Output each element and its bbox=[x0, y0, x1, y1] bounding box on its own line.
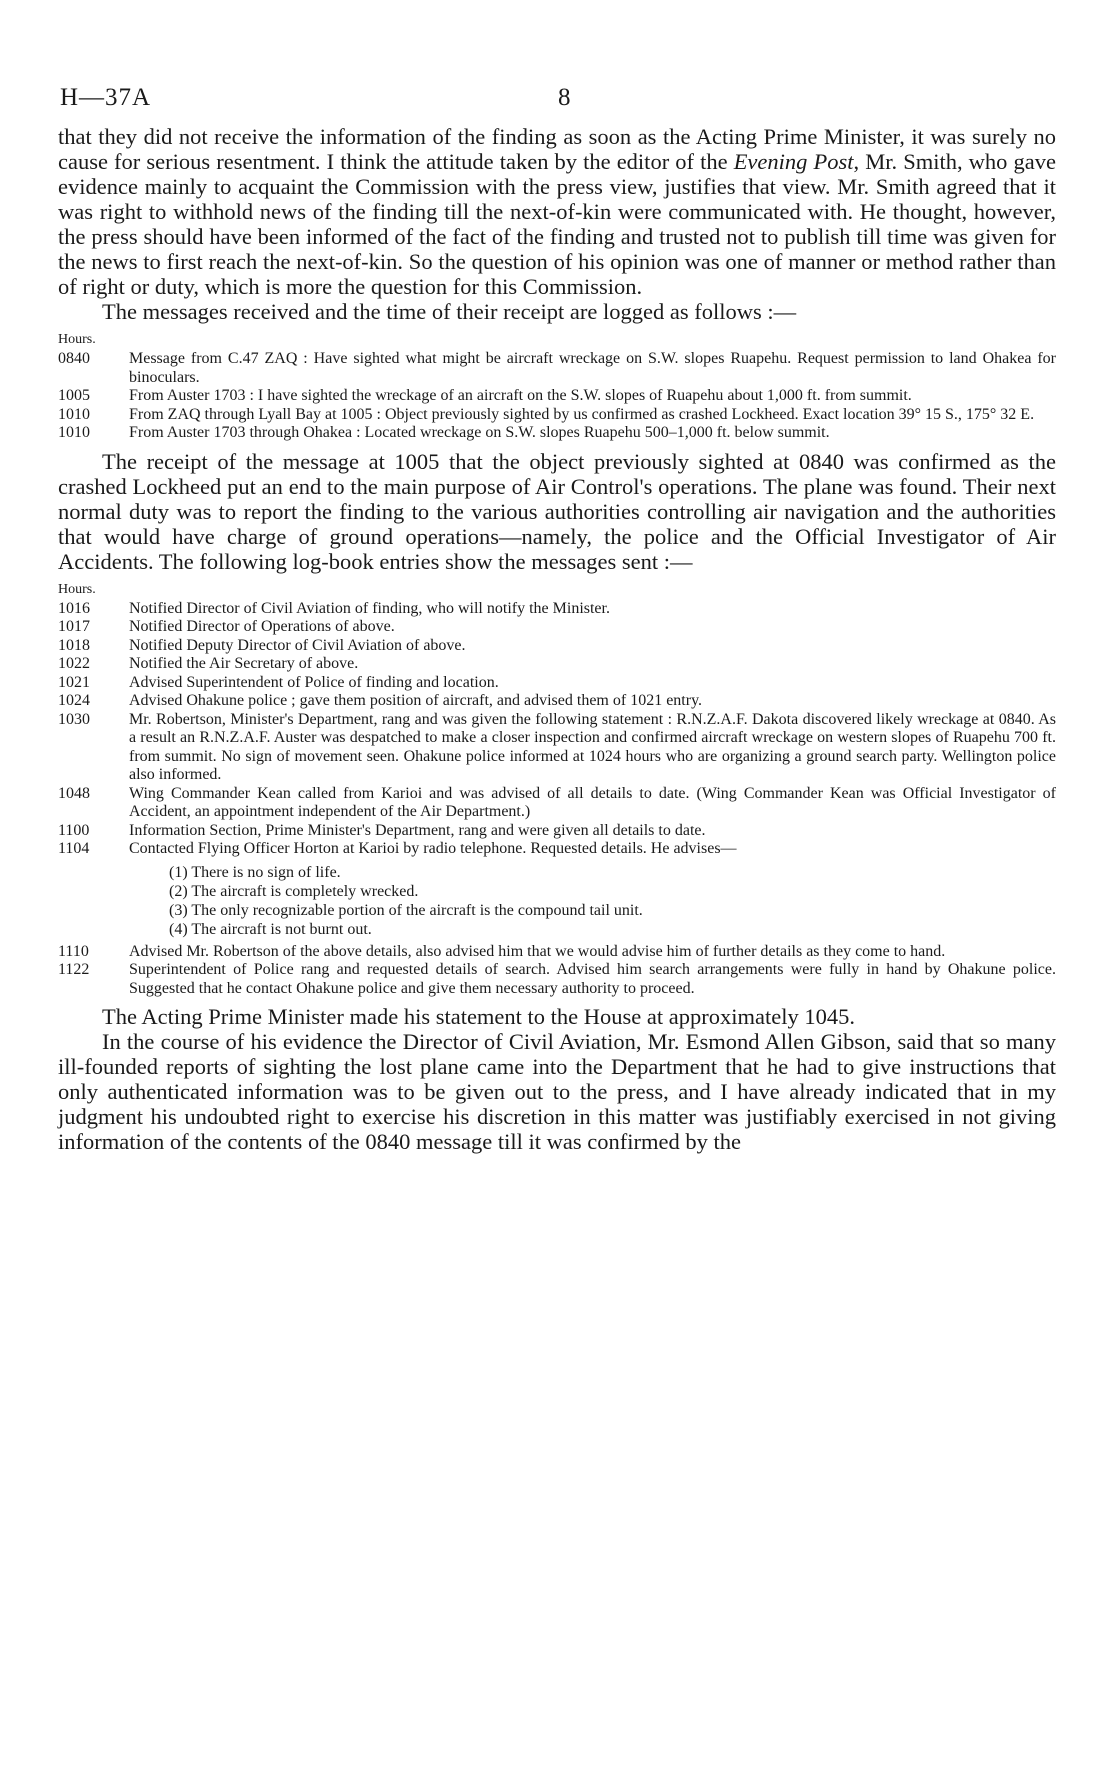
log-hour: 1030 bbox=[58, 710, 90, 728]
log-text: Contacted Flying Officer Horton at Karioi by radio telephone. Requested details. He advises— bbox=[129, 840, 737, 857]
log-text: Advised Mr. Robertson of the above details, also advised him that we would advise him of further details as they come to hand. bbox=[129, 942, 946, 960]
log-entry bbox=[58, 387, 1056, 406]
log-hour: 0840 bbox=[58, 350, 90, 367]
log-entry bbox=[58, 711, 1056, 785]
log-hour: 1110 bbox=[58, 942, 89, 960]
log-text: Notified Deputy Director of Civil Aviation of above. bbox=[129, 636, 466, 654]
log-entry bbox=[58, 943, 1056, 962]
log-hour: 1017 bbox=[58, 618, 90, 635]
log-text: Superintendent of Police rang and requested details of search. Advised him search arrangements were fully in hand by Ohakune police. Suggested that he contact Ohakune police and give them necessary authority to proceed. bbox=[129, 961, 1056, 997]
log-hour: 1104 bbox=[58, 840, 90, 857]
list-item: (2) The aircraft is completely wrecked. bbox=[169, 882, 419, 900]
log-hour: 1010 bbox=[58, 405, 90, 423]
sent-messages-log bbox=[58, 582, 1056, 999]
log-text: Advised Superintendent of Police of finding and location. bbox=[129, 673, 499, 691]
log-heading: Hours. bbox=[58, 332, 96, 347]
log-text: Wing Commander Kean called from Karioi and was advised of all details to date. (Wing Commander Kean was Official Investigator of Accident, an appointment independent of the Air Department.) bbox=[129, 784, 1056, 820]
receipt-paragraph: The receipt of the message at 1005 that the object previously sighted at 0840 was confirmed as the crashed Lockheed put an end to the main purpose of Air Control's operations. The plane was found. Their next normal duty was to report the finding to the various authorities controlling air navigation and the authorities that would have charge of ground operations—namely, the police and the Official Investigator of Air Accidents. The following log-book entries show the messages sent :— bbox=[58, 448, 1056, 574]
log-hour: 1100 bbox=[58, 821, 90, 839]
log-text: Notified Director of Operations of above. bbox=[129, 618, 395, 635]
log-hour: 1018 bbox=[58, 636, 90, 654]
log-text: From ZAQ through Lyall Bay at 1005 : Object previously sighted by us confirmed as crashed Lockheed. Exact location 39° 15 S., 175° 32 E. bbox=[129, 405, 1035, 423]
received-messages-log bbox=[58, 332, 1056, 443]
log-hour: 1122 bbox=[58, 961, 90, 978]
log-text: Advised Ohakune police ; gave them position of aircraft, and advised them of 1021 entry. bbox=[129, 692, 703, 709]
horton-findings-list bbox=[98, 863, 1056, 939]
log-entry bbox=[58, 961, 1056, 998]
log-hour: 1016 bbox=[58, 599, 90, 617]
log-entry bbox=[58, 350, 1056, 387]
newspaper-title: Evening Post bbox=[733, 149, 854, 174]
log-entry bbox=[58, 822, 1056, 841]
log-entry bbox=[58, 785, 1056, 822]
intro-text-start: that they did not receive the information of the finding as soon as the Acting Prime Minister, it was surely no cause for serious resentment. I think the attitude taken by the editor of the bbox=[58, 124, 1056, 174]
page-number: 8 bbox=[558, 84, 571, 111]
log-text: From Auster 1703 : I have sighted the wreckage of an aircraft on the S.W. slopes of Ruapehu about 1,000 ft. from summit. bbox=[129, 387, 912, 404]
log-text: Notified the Air Secretary of above. bbox=[129, 655, 359, 672]
log-entry bbox=[58, 840, 1056, 859]
log-entry bbox=[58, 618, 1056, 637]
log-text: From Auster 1703 through Ohakea : Located wreckage on S.W. slopes Ruapehu 500–1,000 ft. below summit. bbox=[129, 424, 830, 441]
log-text: Message from C.47 ZAQ : Have sighted what might be aircraft wreckage on S.W. slopes Ruapehu. Request permission to land Ohakea for binoculars. bbox=[129, 350, 1056, 386]
log-entry bbox=[58, 655, 1056, 674]
messages-intro: The messages received and the time of their receipt are logged as follows :— bbox=[102, 299, 797, 324]
document-reference: H—37A bbox=[60, 84, 152, 111]
intro-paragraph bbox=[58, 124, 1056, 299]
page-header bbox=[58, 64, 1056, 124]
log-hour: 1024 bbox=[58, 692, 90, 709]
log-hour: 1022 bbox=[58, 655, 90, 672]
log-hour: 1021 bbox=[58, 673, 90, 691]
statement-paragraph: The Acting Prime Minister made his statement to the House at approximately 1045. bbox=[102, 1004, 855, 1029]
list-item: (4) The aircraft is not burnt out. bbox=[169, 920, 372, 938]
log-hour: 1010 bbox=[58, 424, 90, 441]
final-paragraph: In the course of his evidence the Director of Civil Aviation, Mr. Esmond Allen Gibson, said that so many ill-founded reports of sighting the lost plane came into the Department that he had to give instructions that only authenticated information was to be given out to the press, and I have already indicated that in my judgment his undoubted right to exercise his discretion in this matter was justifiably exercised in not giving information of the contents of the 0840 message till it was confirmed by the bbox=[58, 1029, 1056, 1154]
log-hour: 1005 bbox=[58, 387, 90, 404]
intro-text-end: , Mr. Smith, who gave evidence mainly to acquaint the Commission with the press view, justifies that view. Mr. Smith agreed that it was right to withhold news of the finding till the next-of-kin were communicated with. He thought, however, the press should have been informed of the fact of the finding and trusted not to publish till time was given for the news to first reach the next-of-kin. So the question of his opinion was one of manner or method rather than of right or duty, which is more the question for this Commission. bbox=[58, 149, 1056, 299]
log-heading: Hours. bbox=[58, 581, 96, 597]
log-text: Notified Director of Civil Aviation of finding, who will notify the Minister. bbox=[129, 599, 610, 617]
log-hour: 1048 bbox=[58, 784, 90, 802]
log-entry bbox=[58, 637, 1056, 656]
log-entry bbox=[58, 674, 1056, 693]
log-entry bbox=[58, 406, 1056, 425]
log-entry bbox=[58, 692, 1056, 711]
log-text: Mr. Robertson, Minister's Department, rang and was given the following statement : R.N.Z.A.F. Dakota discovered likely wreckage at 0840. As a result an R.N.Z.A.F. Auster was despatched to make a closer inspection and confirmed aircraft wreckage on western slopes of Ruapehu 700 ft. from summit. No sign of movement seen. Ohakune police informed at 1024 hours who are organizing a ground search party. Wellington police also informed. bbox=[129, 710, 1056, 783]
log-entry bbox=[58, 424, 1056, 443]
log-text: Information Section, Prime Minister's Department, rang and were given all details to date. bbox=[129, 821, 706, 839]
log-entry bbox=[58, 600, 1056, 619]
list-item: (1) There is no sign of life. bbox=[169, 863, 341, 881]
list-item: (3) The only recognizable portion of the aircraft is the compound tail unit. bbox=[169, 901, 643, 919]
